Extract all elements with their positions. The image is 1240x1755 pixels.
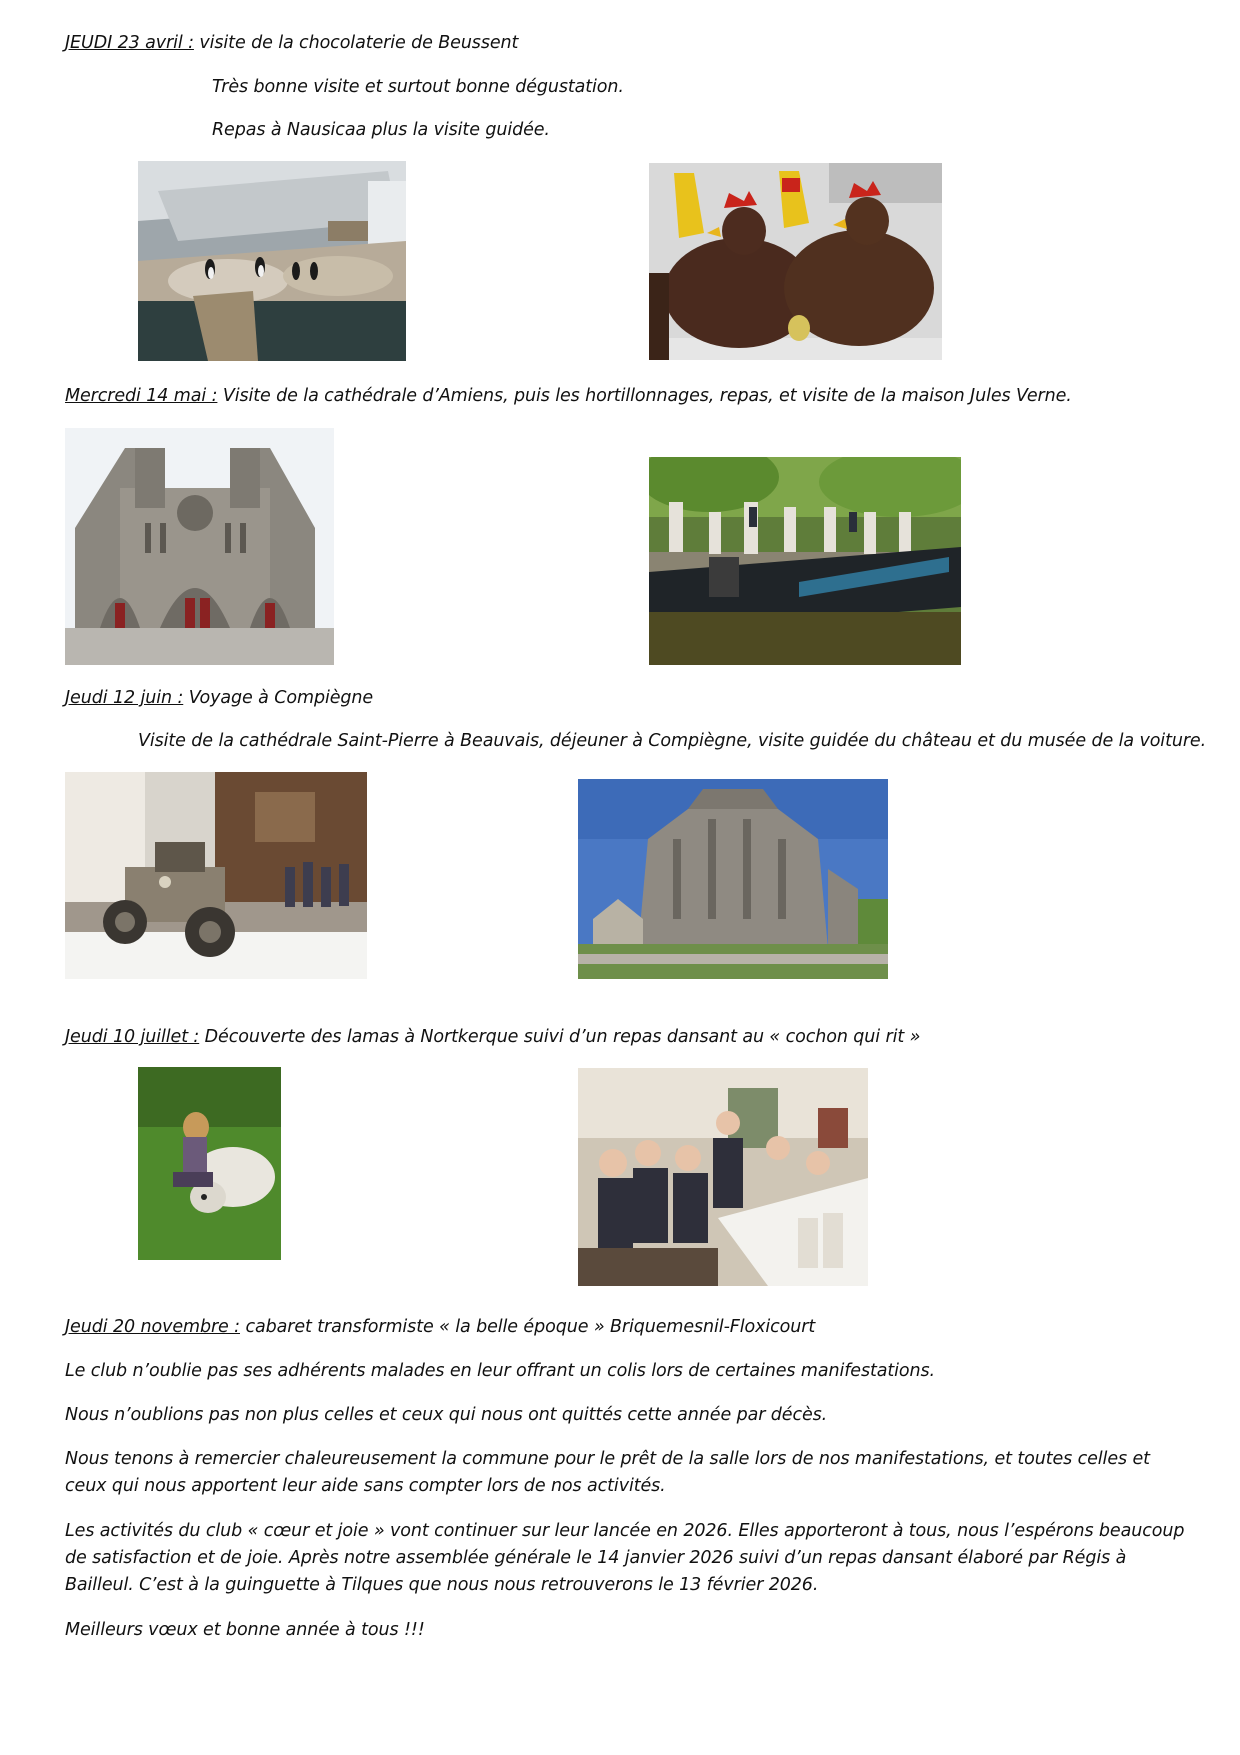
section-november-date: Jeudi 20 novembre : bbox=[65, 1317, 240, 1337]
paragraph-thanks: Nous tenons à remercier chaleureusement la commune pour le prêt de la salle lors de nos manifestations, et toutes celles et ceux qui nous apportent leur aide sans compter lors de nos activités. bbox=[65, 1449, 1150, 1496]
section-april-date: JEUDI 23 avril : bbox=[65, 33, 194, 53]
photo-car-museum bbox=[65, 772, 367, 979]
photo-beauvais-cathedral bbox=[578, 779, 888, 979]
section-july-date: Jeudi 10 juillet : bbox=[65, 1027, 200, 1047]
section-november-text: cabaret transformiste « la belle époque » Briquemesnil-Floxicourt bbox=[239, 1317, 816, 1337]
section-july-heading bbox=[65, 1024, 920, 1051]
section-may-text: Visite de la cathédrale d’Amiens, puis les hortillonnages, repas, et visite de la maison Jules Verne. bbox=[217, 386, 1072, 406]
photo-dance-meal bbox=[578, 1068, 868, 1286]
paragraph-greetings: Meilleurs vœux et bonne année à tous !!! bbox=[65, 1620, 425, 1640]
section-june-line2: Visite de la cathédrale Saint-Pierre à Beauvais, déjeuner à Compiègne, visite guidée du château et du musée de la voiture. bbox=[138, 731, 1207, 751]
section-may-heading bbox=[65, 383, 1072, 410]
section-april-text: visite de la chocolaterie de Beussent bbox=[193, 33, 519, 53]
paragraph-departed: Nous n’oublions pas non plus celles et ceux qui nous ont quittés cette année par décès. bbox=[65, 1405, 828, 1425]
section-april-line2: Très bonne visite et surtout bonne dégustation. bbox=[212, 77, 624, 97]
paragraph-activities-2026: Les activités du club « cœur et joie » vont continuer sur leur lancée en 2026. Elles apporteront à tous, nous l’espérons beaucoup de satisfaction et de joie. Après notre assemblée générale le 14 janvier 2026 suivi d’un repas dansant élaboré par Régis à Bailleul. C’est à la guinguette à Tilques que nous nous retrouverons le 13 février 2026. bbox=[65, 1521, 1185, 1595]
photo-hortillonnages-boat bbox=[649, 457, 961, 665]
photo-nausicaa-penguins bbox=[138, 161, 406, 361]
section-april-heading bbox=[65, 30, 518, 57]
section-april-line3: Repas à Nausicaa plus la visite guidée. bbox=[212, 120, 550, 140]
section-june-date: Jeudi 12 juin : bbox=[65, 688, 184, 708]
photo-chocolate-hens bbox=[649, 163, 942, 360]
section-july-text: Découverte des lamas à Nortkerque suivi d’un repas dansant au « cochon qui rit » bbox=[199, 1027, 921, 1047]
section-june-heading bbox=[65, 685, 373, 712]
photo-llama bbox=[138, 1067, 281, 1260]
photo-amiens-cathedral bbox=[65, 428, 334, 665]
section-november-heading bbox=[65, 1314, 815, 1341]
section-may-date: Mercredi 14 mai : bbox=[65, 386, 218, 406]
section-june-text: Voyage à Compiègne bbox=[183, 688, 374, 708]
paragraph-sick-members: Le club n’oublie pas ses adhérents malades en leur offrant un colis lors de certaines manifestations. bbox=[65, 1361, 935, 1381]
